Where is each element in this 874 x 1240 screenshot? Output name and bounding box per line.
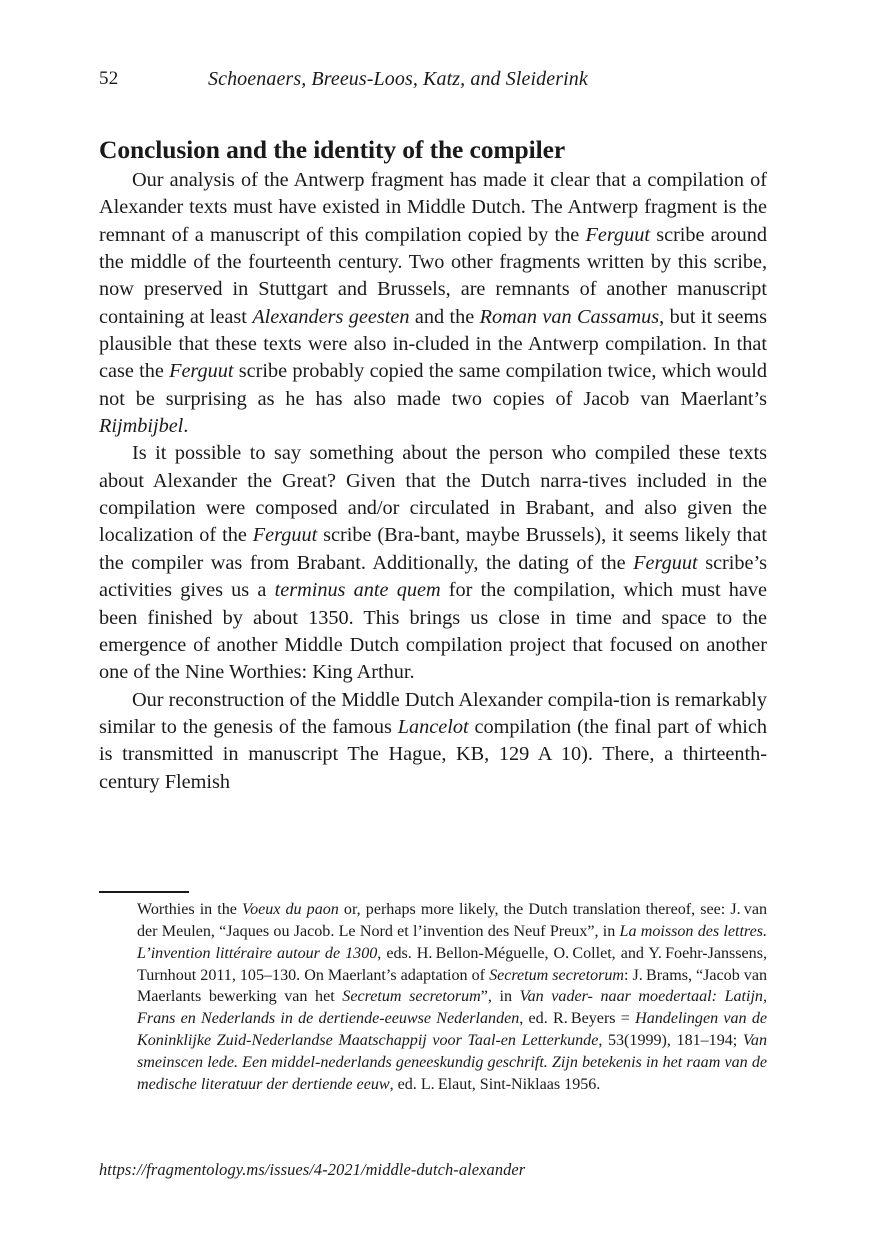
footer-permalink: https://fragmentology.ms/issues/4-2021/middle-dutch-alexander [99,1160,526,1179]
italic-run: Rijmbijbel [99,415,184,438]
italic-run: Voeux du paon [242,901,339,918]
footnote-text: Worthies in the Voeux du paon or, perhaps more likely, the Dutch translation thereof, see: J. van der Meulen, “Jaques ou Jacob. Le Nord et l’invention des Neuf Preux”, in La moisson des lettres. L’invention littéraire autour de 1300, eds. H. Bellon-Méguelle, O. Collet, and Y. Foehr-Janssens, Turnhout 2011, 105–130. On Maerlant’s adaptation of Secretum secretorum: J. Brams, “Jacob van Maerlants bewerking van het Secretum secretorum”, in Van vader- naar moedertaal: Latijn, Frans en Nederlands in de dertiende-eeuwse Nederlanden, ed. R. Beyers = Handelingen van de Koninklijke Zuid-Nederlandse Maatschappij voor Taal-en Letterkunde, 53(1999), 181–194; Van smeinscen lede. Een middel‐nederlands geneeskundig geschrift. Zijn betekenis in het raam van de medische literatuur der dertiende eeuw, ed. L. Elaut, Sint-Niklaas 1956. [137,901,768,1093]
italic-run: Secretum secretorum [342,988,481,1006]
paragraph: Our analysis of the Antwerp fragment has made it clear that a compilation of Alexander texts must have existed in Middle Dutch. The Antwerp fragment is the remnant of a manuscript of this compilation copied by the Ferguut scribe around the middle of the fourteenth century. Two other fragments written by this scribe, now preserved in Stuttgart and Brussels, are remnants of another manuscript containing at least Alexanders geesten and the Roman van Cassamus, but it seems plausible that these texts were also in‐cluded in the Antwerp compilation. In that case the Ferguut scribe probably copied the same compilation twice, which would not be surprising as he has also made two copies of Jacob van Maerlant’s Rijmbijbel. [99,169,768,438]
italic-run: Handelingen van de Koninklijke Zuid-Nederlandse Maatschappij voor Taal-en Letterkunde [137,1010,767,1050]
footnote-separator-rule [99,891,189,893]
italic-run: Van smeinscen lede. Een middel‐nederlands geneeskundig geschrift. Zijn betekenis in het raam van de medische literatuur der dertiende eeuw [137,1032,767,1093]
page-number: 52 [99,68,119,89]
running-head [99,68,767,98]
italic-run: Lancelot [397,715,469,738]
italic-run: Alexanders geesten [252,305,410,328]
italic-run: Secretum secretorum [489,966,625,984]
running-head-authors: Schoenaers, Breeus-Loos, Katz, and Sleiderink [208,68,588,90]
italic-run: Ferguut [252,524,318,547]
italic-run: terminus ante quem [274,579,441,602]
italic-run: Ferguut [585,223,650,246]
italic-run: Van vader- naar moedertaal: Latijn, Frans en Nederlands in de dertiende-eeuwse Nederlanden [137,988,767,1028]
italic-run: Roman van Cassamus [479,305,660,328]
paragraph: Is it possible to say something about the person who compiled these texts about Alexander the Great? Given that the Dutch narra‐tives included in the compilation were composed and/or circulated in Brabant, and also given the localization of the Ferguut scribe (Bra‐bant, maybe Brussels), it seems likely that the compiler was from Brabant. Additionally, the dating of the Ferguut scribe’s activities gives us a terminus ante quem for the compilation, which must have been finished by about 1350. This brings us close in time and space to the emergence of another Middle Dutch compilation project that focused on another one of the Nine Worthies: King Arthur. [99,442,768,684]
italic-run: Ferguut [633,551,698,574]
italic-run: Ferguut [169,360,234,383]
page-title: Conclusion and the identity of the compiler [99,135,566,165]
document-page [99,0,767,1240]
body-text [99,167,767,796]
italic-run: La moisson des lettres. L’invention littéraire autour de 1300 [137,922,767,962]
paragraph: Our reconstruction of the Middle Dutch Alexander compila‐tion is remarkably similar to the genesis of the famous Lancelot compilation (the final part of which is transmitted in manuscript The Hague, KB, 129 A 10). There, a thirteenth-century Flemish [99,688,767,793]
